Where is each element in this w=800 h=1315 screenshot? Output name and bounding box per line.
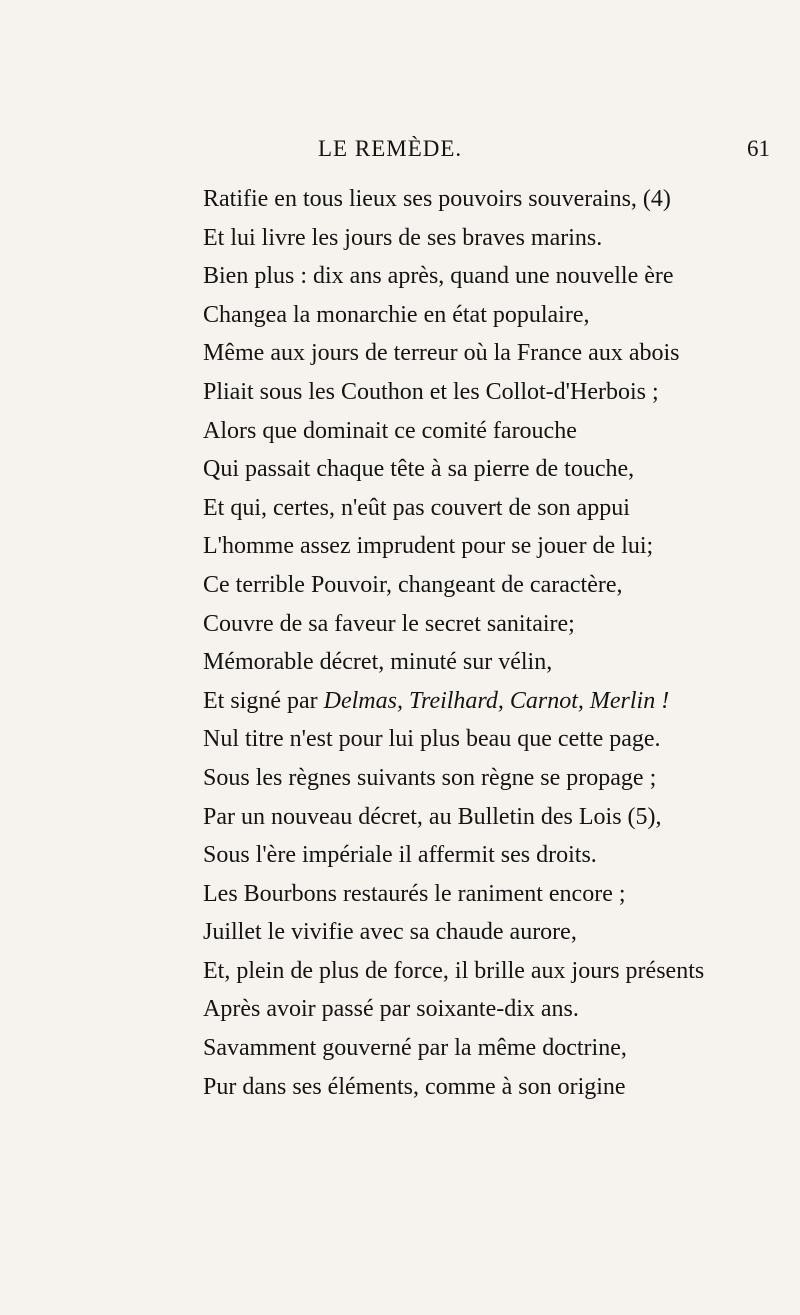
verse-line: Après avoir passé par soixante-dix ans. bbox=[203, 996, 579, 1023]
verse-line: Bien plus : dix ans après, quand une nouvelle ère bbox=[203, 263, 674, 290]
running-head: LE REMÈDE. bbox=[318, 136, 463, 161]
verse-line: Ce terrible Pouvoir, changeant de caractère, bbox=[203, 571, 623, 598]
verse-line: Sous les règnes suivants son règne se propage ; bbox=[203, 764, 657, 791]
verse-line: Même aux jours de terreur où la France aux abois bbox=[203, 340, 680, 367]
verse-line: L'homme assez imprudent pour se jouer de lui; bbox=[203, 533, 654, 560]
verse-line: Qui passait chaque tête à sa pierre de touche, bbox=[203, 456, 635, 483]
verse-line: Et lui livre les jours de ses braves marins. bbox=[203, 224, 603, 251]
verse-line: Et qui, certes, n'eût pas couvert de son appui bbox=[203, 494, 630, 521]
verse-line: Savamment gouverné par la même doctrine, bbox=[203, 1035, 627, 1062]
verse-line: Sous l'ère impériale il affermit ses droits. bbox=[203, 842, 597, 869]
verse-line: Alors que dominait ce comité farouche bbox=[203, 417, 577, 444]
verse-line: Pur dans ses éléments, comme à son origine bbox=[203, 1073, 626, 1100]
verse-line: Et, plein de plus de force, il brille aux jours présents bbox=[203, 957, 705, 984]
poem-verse bbox=[203, 180, 793, 1106]
verse-line-prefix: Et signé par bbox=[203, 687, 324, 714]
verse-line-signatories bbox=[203, 682, 793, 721]
verse-line: Les Bourbons restaurés le raniment encore ; bbox=[203, 880, 626, 907]
verse-line: Par un nouveau décret, au Bulletin des Lois (5), bbox=[203, 803, 662, 830]
verse-line: Ratifie en tous lieux ses pouvoirs souverains, (4) bbox=[203, 186, 671, 212]
signatory-names: Delmas, Treilhard, Carnot, Merlin ! bbox=[323, 687, 670, 714]
page-number: 61 bbox=[747, 136, 770, 161]
verse-line: Juillet le vivifie avec sa chaude aurore, bbox=[203, 919, 577, 946]
verse-line: Pliait sous les Couthon et les Collot-d'Herbois ; bbox=[203, 378, 659, 405]
verse-line: Changea la monarchie en état populaire, bbox=[203, 301, 590, 328]
verse-line: Nul titre n'est pour lui plus beau que cette page. bbox=[203, 726, 661, 753]
verse-line: Couvre de sa faveur le secret sanitaire; bbox=[203, 610, 575, 637]
verse-line: Mémorable décret, minuté sur vélin, bbox=[203, 649, 553, 676]
